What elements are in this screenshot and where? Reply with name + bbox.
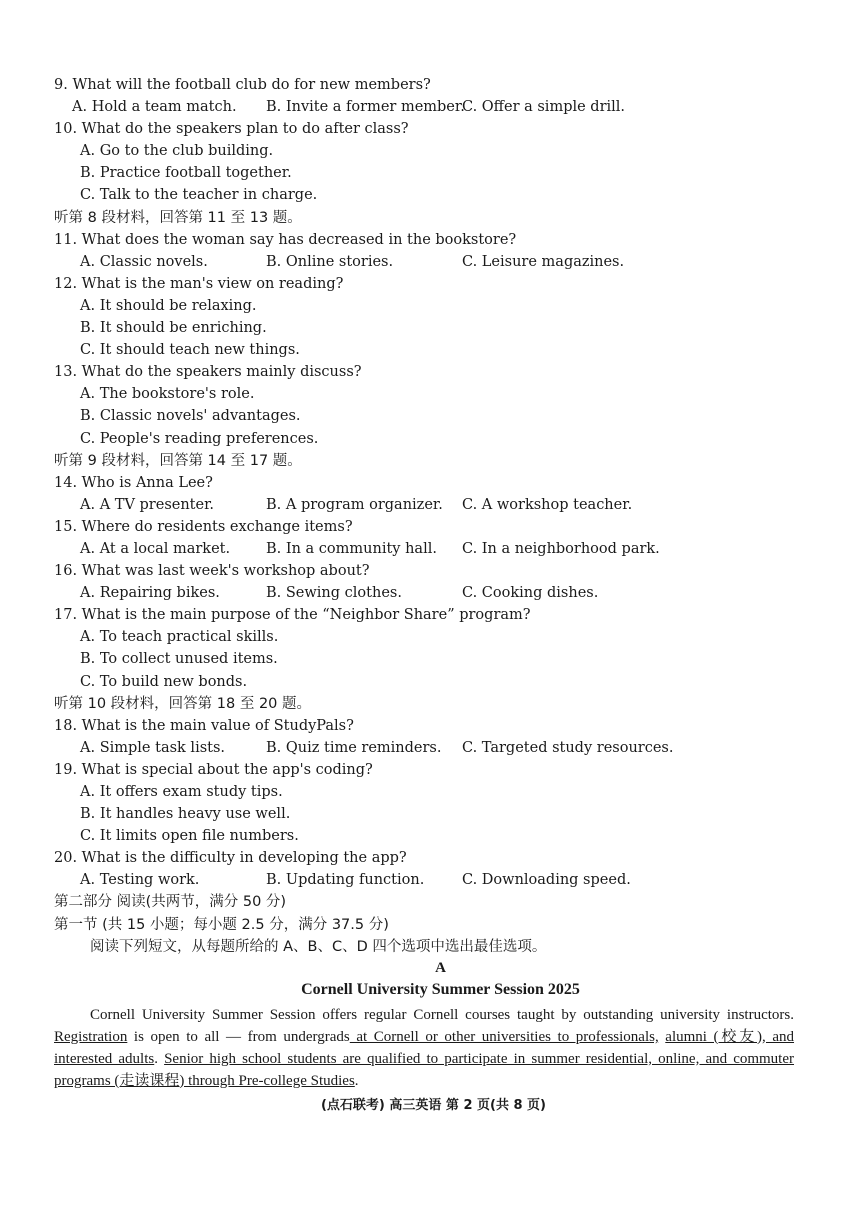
listening-heading-8: 听第 8 段材料，回答第 11 至 13 题。 — [54, 209, 302, 226]
option-c: C. It should teach new things. — [80, 342, 300, 359]
option-b: B. In a community hall. — [266, 540, 437, 557]
question-16-stem: 16. What was last week's workshop about? — [54, 563, 370, 580]
question-9-options — [54, 96, 827, 118]
option-c: C. In a neighborhood park. — [462, 540, 660, 557]
option-b: B. Quiz time reminders. — [266, 739, 442, 756]
option-b: B. Invite a former member. — [266, 99, 465, 116]
option-b: B. Online stories. — [266, 253, 394, 270]
question-9-stem: 9. What will the football club do for new members? — [54, 77, 431, 93]
question-20-options — [54, 869, 827, 891]
question-18-stem: 18. What is the main value of StudyPals? — [54, 717, 354, 734]
page-footer: (点石联考) 高三英语 第 2 页(共 8 页) — [320, 1098, 546, 1113]
option-b: B. Practice football together. — [80, 165, 292, 182]
option-a: A. Go to the club building. — [80, 143, 274, 160]
option-b: B. A program organizer. — [266, 496, 443, 513]
option-c: C. Targeted study resources. — [462, 739, 674, 756]
option-a: A. Classic novels. — [80, 253, 208, 270]
option-c: C. It limits open file numbers. — [80, 828, 299, 845]
option-a: A. Hold a team match. — [72, 99, 237, 116]
listening-heading-9: 听第 9 段材料，回答第 14 至 17 题。 — [54, 452, 302, 469]
section-1-heading: 第一节 (共 15 小题；每小题 2.5 分，满分 37.5 分) — [54, 916, 389, 933]
question-13-stem: 13. What do the speakers mainly discuss? — [54, 364, 362, 381]
question-15-options — [54, 538, 827, 560]
question-11-stem: 11. What does the woman say has decreased in the bookstore? — [54, 231, 517, 248]
passage-text: Cornell University Summer Session offers regular Cornell courses taught by outstanding university instructors. — [90, 1006, 794, 1023]
option-b: B. Classic novels' advantages. — [80, 408, 301, 425]
option-a: A. Repairing bikes. — [80, 585, 220, 602]
option-a: A. Simple task lists. — [80, 739, 226, 756]
passage-paragraph — [54, 1004, 794, 1092]
option-b: B. Sewing clothes. — [266, 585, 402, 602]
question-17-stem: 17. What is the main purpose of the “Neighbor Share” program? — [54, 607, 531, 624]
option-a: A. Testing work. — [80, 872, 200, 889]
passage-text: . — [354, 1072, 359, 1089]
passage-title: Cornell University Summer Session 2025 — [301, 980, 580, 998]
question-15-stem: 15. Where do residents exchange items? — [54, 518, 353, 535]
part-2-heading: 第二部分 阅读(共两节，满分 50 分) — [54, 894, 287, 911]
question-10-stem: 10. What do the speakers plan to do after class? — [54, 121, 409, 138]
option-b: B. To collect unused items. — [80, 651, 278, 668]
option-a: A. A TV presenter. — [80, 496, 215, 513]
question-18-options — [54, 737, 827, 759]
option-c: C. Leisure magazines. — [462, 253, 625, 270]
option-c: C. Talk to the teacher in charge. — [80, 187, 318, 204]
option-c: C. Downloading speed. — [462, 872, 631, 889]
option-c: C. To build new bonds. — [80, 673, 248, 690]
underlined-text: at Cornell or other universities to professionals, — [349, 1028, 659, 1045]
option-a: A. It offers exam study tips. — [80, 784, 283, 800]
underlined-text: Registration — [54, 1028, 128, 1045]
reading-instruction: 阅读下列短文，从每题所给的 A、B、C、D 四个选项中选出最佳选项。 — [90, 938, 547, 955]
option-c: C. Offer a simple drill. — [462, 99, 626, 116]
passage-text: is open to all — from undergrads — [127, 1028, 350, 1045]
listening-heading-10: 听第 10 段材料，回答第 18 至 20 题。 — [54, 695, 312, 712]
option-b: B. It should be enriching. — [80, 320, 267, 337]
question-20-stem: 20. What is the difficulty in developing the app? — [54, 850, 407, 867]
question-14-stem: 14. Who is Anna Lee? — [54, 474, 213, 491]
option-a: A. To teach practical skills. — [80, 629, 279, 646]
question-12-stem: 12. What is the man's view on reading? — [54, 275, 344, 292]
underlined-text: Senior high school students are qualified to participate in summer residential, online, and commuter programs (走读课程) through Pre-college Studies — [54, 1050, 795, 1089]
passage-text: . — [154, 1050, 165, 1067]
option-a: A. It should be relaxing. — [80, 297, 257, 314]
question-14-options — [54, 494, 827, 516]
option-c: C. A workshop teacher. — [462, 496, 633, 513]
passage-letter: A — [435, 959, 446, 976]
question-11-options — [54, 251, 827, 273]
option-b: B. Updating function. — [266, 872, 425, 889]
option-c: C. Cooking dishes. — [462, 585, 599, 602]
question-16-options — [54, 582, 827, 604]
option-c: C. People's reading preferences. — [80, 430, 319, 447]
option-a: A. The bookstore's role. — [80, 386, 255, 403]
option-a: A. At a local market. — [80, 540, 231, 557]
question-19-stem: 19. What is special about the app's coding? — [54, 761, 373, 778]
option-b: B. It handles heavy use well. — [80, 806, 291, 823]
underlined-text: alumni (校友), and interested adults — [54, 1028, 795, 1067]
